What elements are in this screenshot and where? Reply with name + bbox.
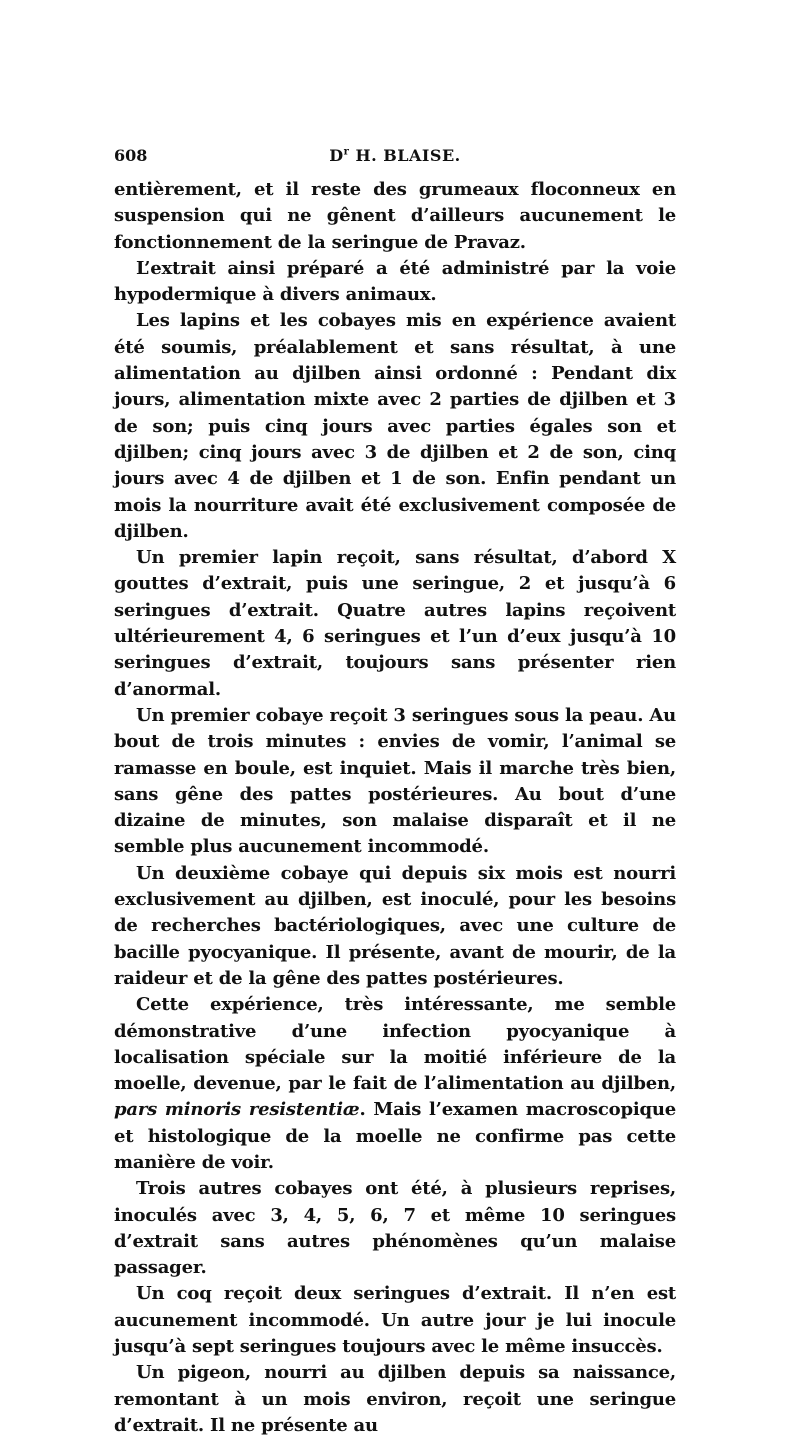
paragraph-rooster: Un coq reçoit deux seringues d’extrait. Il n’en est aucunement incommodé. Un autre jour je lui inocule jusqu’à sept seringues toujours avec le même insuccès.	[114, 1283, 676, 1358]
paragraph-rabbit-trials: Un premier lapin reçoit, sans résultat, d’abord X gouttes d’extrait, puis une seringue, 2 et jusqu’à 6 seringues d’extrait. Quatre autres lapins reçoivent ultérieurement 4, 6 seringues et l’un d’eux jusqu’à 10 seringues d’extrait, toujours sans présenter rien d’anormal.	[114, 547, 676, 700]
paragraph-experiment-discussion	[114, 992, 676, 1176]
paragraph-other-guinea-pigs: Trois autres cobayes ont été, à plusieurs reprises, inoculés avec 3, 4, 5, 6, 7 et même 10 seringues d’extrait sans autres phénomènes qu’un malaise passager.	[114, 1178, 676, 1279]
paragraph-diet-protocol: Les lapins et les cobayes mis en expérience avaient été soumis, préalablement et sans résultat, à une alimentation au djilben ainsi ordonné : Pendant dix jours, alimentation mixte avec 2 parties de djilben et 3 de son; puis cinq jours avec parties égales son et djilben; cinq jours avec 3 de djilben et 2 de son, cinq jours avec 4 de djilben et 1 de son. Enfin pendant un mois la nourriture avait été exclusivement composée de djilben.	[114, 310, 676, 542]
page-number: 608	[114, 146, 148, 165]
paragraph-second-guinea-pig: Un deuxième cobaye qui depuis six mois est nourri exclusivement au djilben, est inoculé, pour les besoins de recherches bactériologiques, avec une culture de bacille pyocyanique. Il présente, avant de mourir, de la raideur et de la gêne des pattes postérieures.	[114, 862, 676, 989]
discussion-text-before: Cette expérience, très intéressante, me semble démonstrative d’une infection pyocyanique à localisation spéciale sur la moitié inférieure de la moelle, devenue, par le fait de l’alimentation au djilben,	[114, 994, 676, 1095]
paragraph-extract-administration: L’extrait ainsi préparé a été administré par la voie hypodermique à divers animaux.	[114, 257, 676, 306]
discussion-text-after: . Mais l’examen macroscopique et histologique de la moelle ne confirme pas cette manière de voir.	[114, 1099, 676, 1173]
running-head	[114, 146, 676, 165]
paragraph-first-guinea-pig: Un premier cobaye reçoit 3 seringues sous la peau. Au bout de trois minutes : envies de vomir, l’animal se ramasse en boule, est inquiet. Mais il marche très bien, sans gêne des pattes postérieures. Au bout d’une dizaine de minutes, son malaise disparaît et il ne semble plus aucunement incommodé.	[114, 704, 676, 858]
page-header	[114, 146, 676, 170]
paragraph-pigeon: Un pigeon, nourri au djilben depuis sa naissance, remontant à un mois environ, reçoit une seringue d’extrait. Il ne présente au	[114, 1362, 676, 1436]
author-title-superscript: r	[343, 146, 350, 158]
latin-phrase: pars minoris resistentiæ	[114, 1099, 360, 1121]
author-name: H. BLAISE.	[349, 146, 461, 165]
author-prefix: D	[329, 146, 344, 165]
paragraph-continuation: entièrement, et il reste des grumeaux floconneux en suspension qui ne gênent d’ailleurs aucunement le fonctionnement de la seringue de Pravaz.	[114, 179, 676, 253]
text-body	[114, 177, 676, 1439]
